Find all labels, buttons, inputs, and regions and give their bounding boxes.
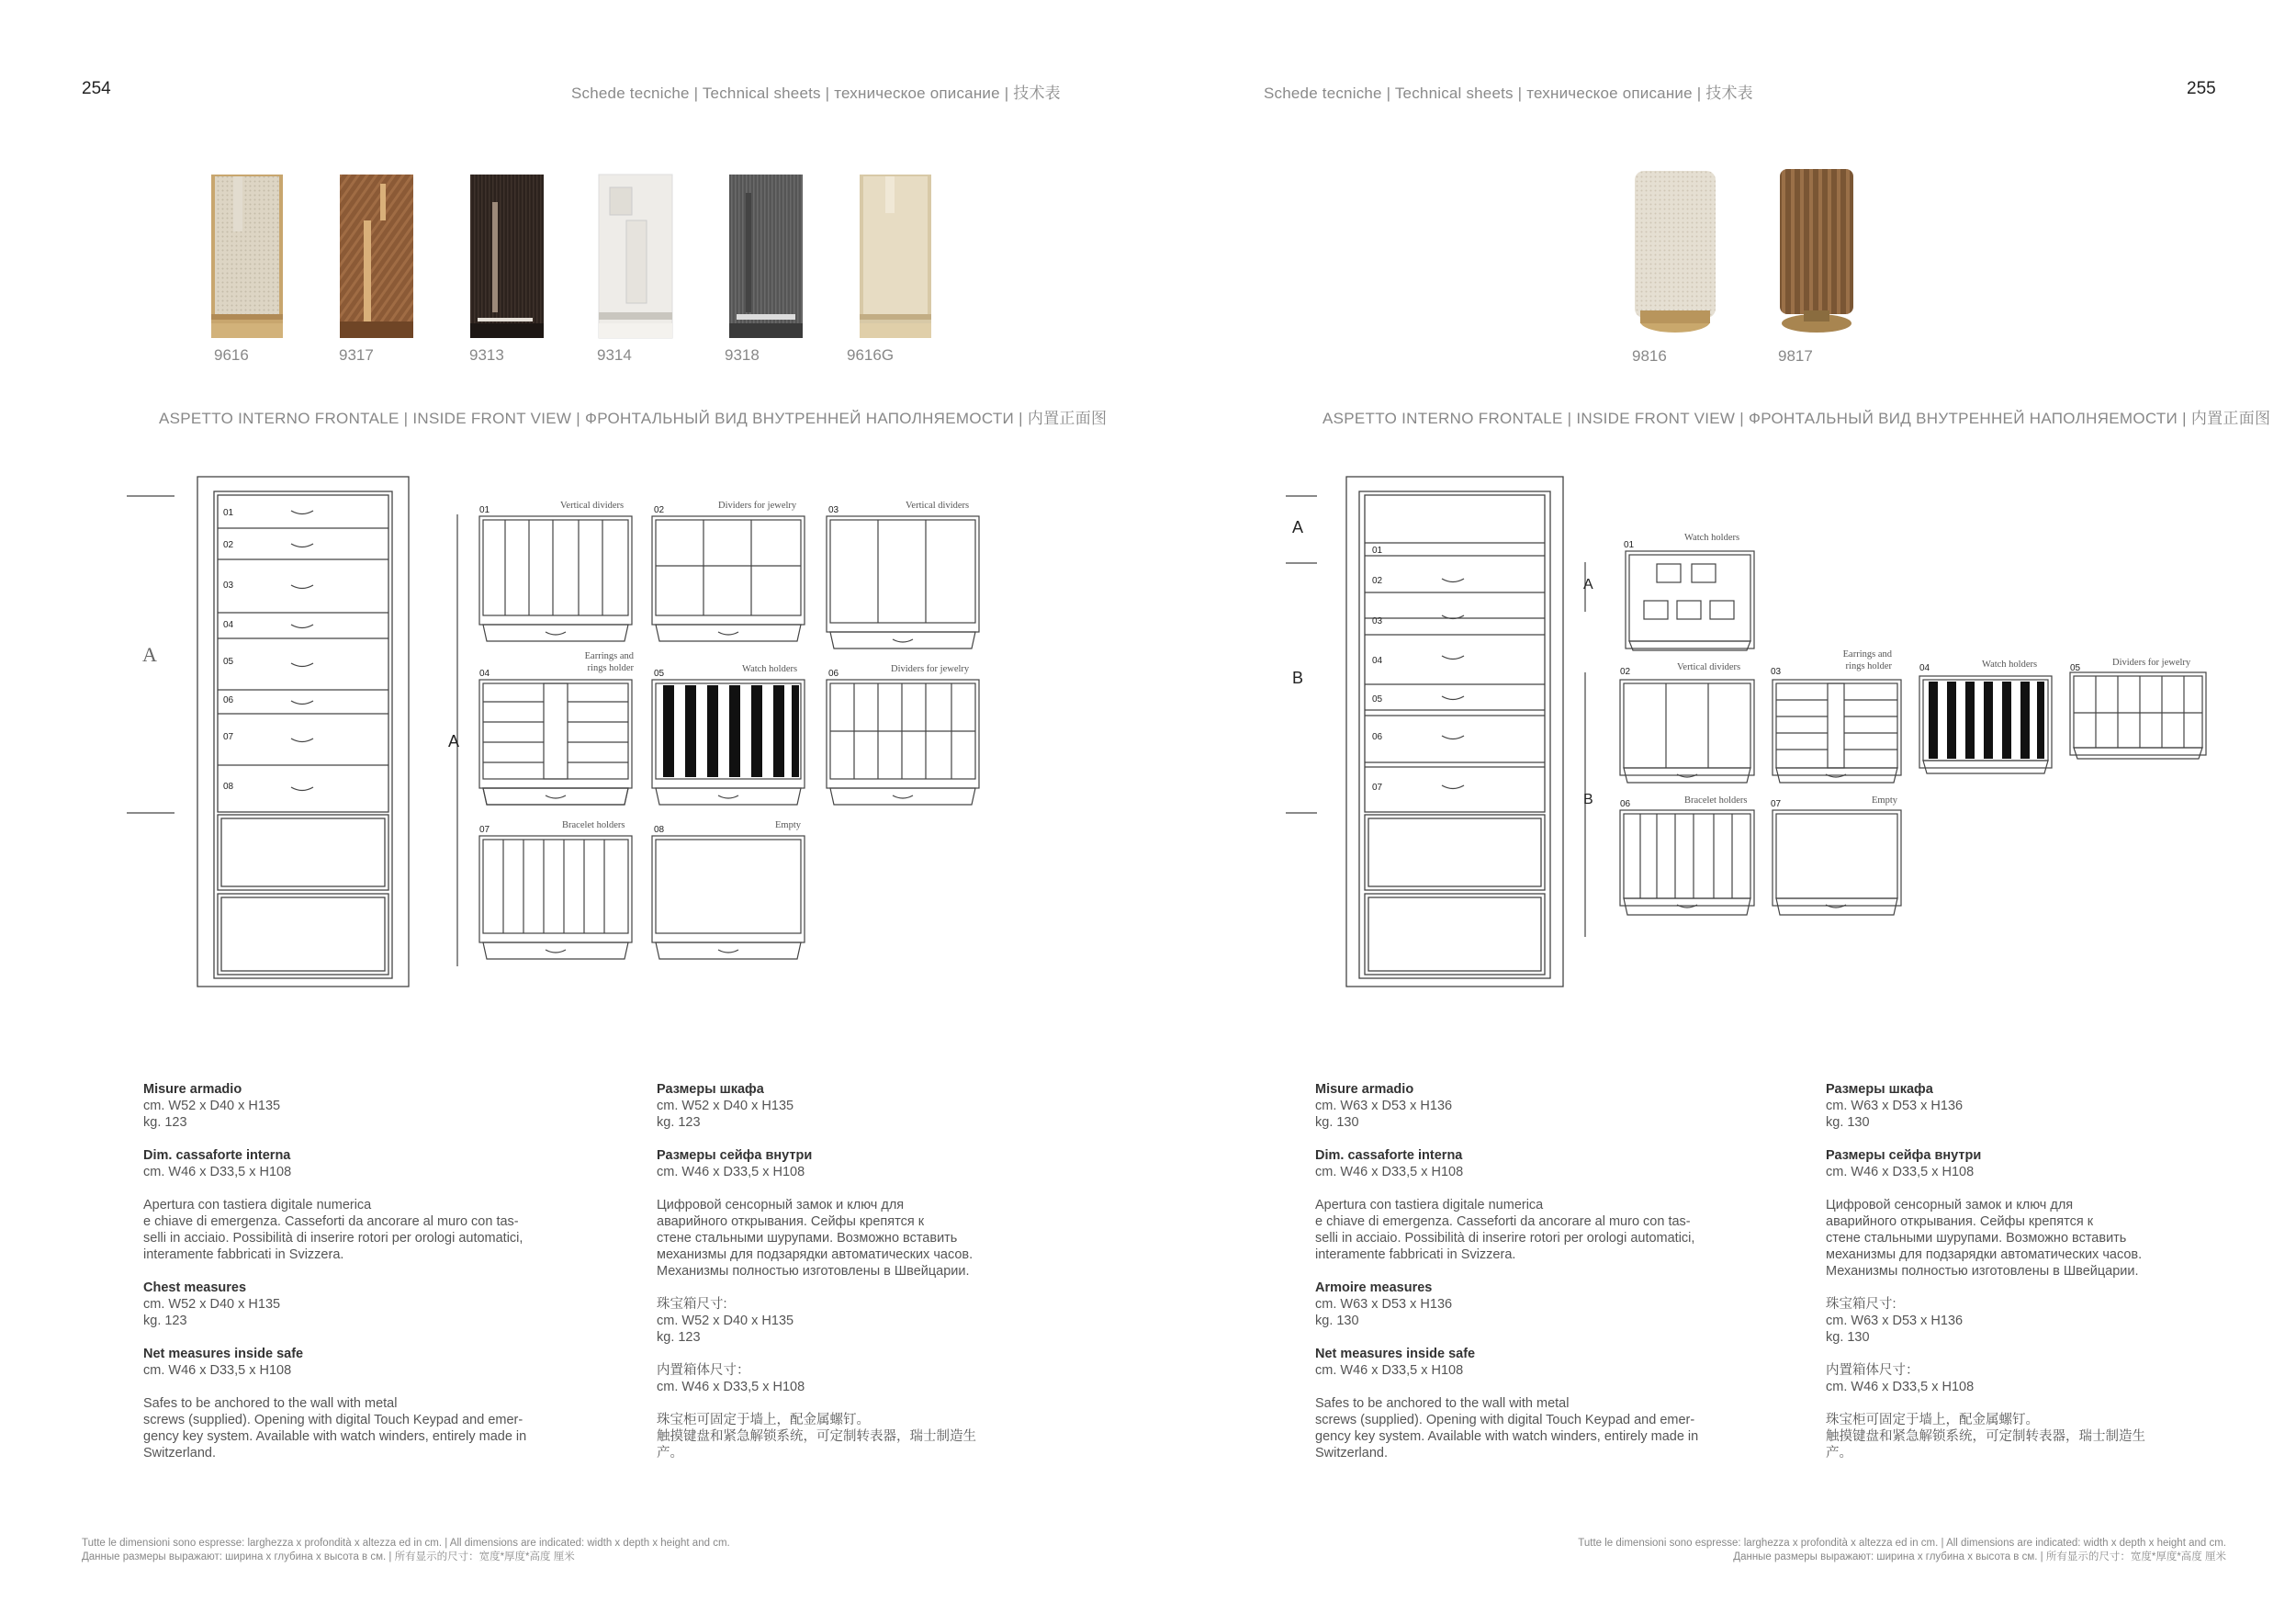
group-label-a: A	[1583, 577, 1593, 592]
product-code: 9816	[1632, 347, 1667, 365]
module-number: 03	[828, 505, 839, 515]
drawer-number: 04	[223, 620, 234, 630]
spec-body: Apertura con tastiera digitale numerica e chiave di emergenza. Casseforti da ancorare al muro con tas- selli in acciaio. Possibilità di inserire rotori per orologi automatici, interamente fabbricati in Svizzera.	[1315, 1198, 1695, 1262]
module-number: 08	[654, 825, 665, 835]
spec-body: 珠宝箱尺寸: cm. W52 x D40 x H135 kg. 123	[657, 1297, 794, 1345]
product-code: 9317	[339, 346, 374, 364]
product-code: 9313	[469, 346, 504, 364]
spec-body: 珠宝箱尺寸: cm. W63 x D53 x H136 kg. 130	[1826, 1297, 1964, 1345]
spec-body: cm. W52 x D40 x H135 kg. 123	[143, 1297, 281, 1328]
drawer-number: 03	[223, 581, 234, 591]
zone-label-a: A	[142, 643, 157, 666]
spec-body: Apertura con tastiera digitale numerica e chiave di emergenza. Casseforti da ancorare al muro con tas- selli in acciaio. Possibilità di inserire rotori per orologi automatici, interamente fabbricati in Svizzera.	[143, 1198, 523, 1262]
product-code: 9318	[725, 346, 760, 364]
cabinet-front-drawing-left	[124, 473, 436, 992]
drawer-modules-right	[1580, 533, 2223, 937]
module-number: 05	[654, 669, 665, 679]
module-label: Earrings and rings holder	[584, 651, 634, 673]
product-9313-image	[470, 175, 544, 338]
spec-title: Armoire measures	[1315, 1280, 1433, 1295]
specs-column-it-en-left	[143, 1081, 575, 1478]
drawer-number: 08	[223, 782, 234, 792]
footer-note-left: Tutte le dimensioni sono espresse: larghezza x profondità x altezza ed in cm. | All dimensions are indicated: width x depth x height and cm. Данные размеры выражают: ширина x глубина x высота в см. | 所有显示的尺寸：宽度*厚度*高度 厘米	[82, 1538, 730, 1562]
drawer-number: 06	[1372, 732, 1383, 742]
spec-title: Размеры сейфа внутри	[657, 1148, 813, 1163]
spec-title: Chest measures	[143, 1280, 247, 1295]
spec-body: cm. W63 x D53 x H136 kg. 130	[1826, 1099, 1964, 1130]
drawer-number: 05	[223, 657, 234, 667]
module-number: 07	[479, 825, 490, 835]
spec-body: cm. W63 x D53 x H136 kg. 130	[1315, 1297, 1453, 1328]
spec-body: cm. W46 x D33,5 x H108	[1826, 1165, 1975, 1179]
module-number: 02	[1620, 667, 1631, 677]
product-9318-image	[729, 175, 803, 338]
specs-column-it-en-right	[1315, 1081, 1747, 1478]
drawer-number: 05	[1372, 694, 1383, 705]
product-code: 9314	[597, 346, 632, 364]
module-label: Watch holders	[1684, 533, 1740, 543]
module-label: Watch holders	[1982, 660, 2038, 670]
zone-label-b: B	[1292, 669, 1304, 687]
module-number: 07	[1771, 799, 1782, 809]
drawer-number: 01	[223, 508, 234, 518]
module-label: Vertical dividers	[906, 501, 970, 511]
drawer-number: 02	[1372, 576, 1383, 586]
running-header-left: Schede tecniche | Technical sheets | техническое описание | 技术表	[571, 85, 1061, 102]
spec-title: Misure armadio	[143, 1082, 242, 1097]
module-label: Dividers for jewelry	[2112, 658, 2191, 668]
drawer-number: 02	[223, 540, 234, 550]
spec-body: Safes to be anchored to the wall with metal screws (supplied). Opening with digital Touch Keypad and emer- gency key system. Available with watch winders, entirely made in Switzerland.	[1315, 1396, 1699, 1460]
spec-body: cm. W46 x D33,5 x H108	[143, 1165, 292, 1179]
product-photos-right	[1626, 165, 1864, 340]
spec-body: 内置箱体尺寸： cm. W46 x D33,5 x H108	[657, 1363, 805, 1394]
product-9817-image	[1780, 169, 1853, 333]
section-title-left: ASPETTO INTERNO FRONTALE | INSIDE FRONT VIEW | ФРОНТАЛЬНЫЙ ВИД ВНУТРЕННЕЙ НАПОЛНЯЕМОСТИ | 内置正面图	[159, 410, 1108, 427]
spec-title: Размеры шкафа	[1826, 1082, 1933, 1097]
spec-body: cm. W63 x D53 x H136 kg. 130	[1315, 1099, 1453, 1130]
page-number-left: 254	[82, 79, 111, 98]
module-number: 03	[1771, 667, 1782, 677]
spec-body: cm. W46 x D33,5 x H108	[1315, 1165, 1464, 1179]
module-number: 06	[828, 669, 839, 679]
product-code: 9817	[1778, 347, 1813, 365]
module-number: 06	[1620, 799, 1631, 809]
drawer-number: 01	[1372, 546, 1383, 556]
spec-title: Dim. cassaforte interna	[1315, 1148, 1463, 1163]
spec-body: 内置箱体尺寸： cm. W46 x D33,5 x H108	[1826, 1363, 1975, 1394]
drawer-number: 06	[223, 695, 234, 705]
spec-body: cm. W52 x D40 x H135 kg. 123	[657, 1099, 794, 1130]
specs-column-ru-zh-left	[657, 1081, 1042, 1478]
spec-body: Safes to be anchored to the wall with metal screws (supplied). Opening with digital Touch Keypad and emer- gency key system. Available with watch winders, entirely made in Switzerland.	[143, 1396, 527, 1460]
running-header-right: Schede tecniche | Technical sheets | техническое описание | 技术表	[1264, 85, 1753, 102]
product-9816-image	[1635, 171, 1716, 333]
product-9616G-image	[860, 175, 931, 338]
module-label: Dividers for jewelry	[891, 664, 970, 674]
module-label: Watch holders	[742, 664, 798, 674]
spec-body: Цифровой сенсорный замок и ключ для аварийного открывания. Сейфы крепятся к стене стальными шурупами. Возможно вставить механизмы для подзарядки автоматических часов. Механизмы полностью изготовлены в Швейцарии.	[657, 1198, 974, 1279]
spec-body: cm. W46 x D33,5 x H108	[143, 1363, 292, 1378]
page-number-right: 255	[2187, 79, 2216, 98]
drawer-number: 03	[1372, 616, 1383, 626]
footer-note-right: Tutte le dimensioni sono espresse: larghezza x profondità x altezza ed in cm. | All dimensions are indicated: width x depth x height and cm. Данные размеры выражают: ширина x глубина x высота в см. | 所有显示的尺寸：宽度*厚度*高度 厘米	[1578, 1538, 2226, 1562]
product-code: 9616	[214, 346, 249, 364]
spec-body: Цифровой сенсорный замок и ключ для аварийного открывания. Сейфы крепятся к стене стальными шурупами. Возможно вставить механизмы для подзарядки автоматических часов. Механизмы полностью изготовлены в Швейцарии.	[1826, 1198, 2143, 1279]
spec-title: Размеры сейфа внутри	[1826, 1148, 1982, 1163]
module-label: Bracelet holders	[562, 820, 625, 830]
group-label-a: A	[448, 732, 460, 750]
product-9314-image	[599, 175, 672, 338]
product-9317-image	[340, 175, 413, 338]
spec-body: 珠宝柜可固定于墙上，配金属螺钉。 触摸键盘和紧急解锁系统，可定制转表器，瑞士制造生 产。	[1826, 1413, 2145, 1460]
module-label: Empty	[775, 820, 801, 830]
section-title-right: ASPETTO INTERNO FRONTALE | INSIDE FRONT VIEW | ФРОНТАЛЬНЫЙ ВИД ВНУТРЕННЕЙ НАПОЛНЯЕМОСТИ | 内置正面图	[1322, 410, 2271, 427]
specs-column-ru-zh-right	[1826, 1081, 2212, 1478]
product-photos-left	[202, 165, 937, 340]
cabinet-front-drawing-right	[1284, 473, 1578, 992]
spec-body: cm. W46 x D33,5 x H108	[1315, 1363, 1464, 1378]
drawer-number: 07	[223, 732, 234, 742]
drawer-modules-left	[450, 496, 992, 983]
spec-title: Net measures inside safe	[143, 1347, 304, 1361]
module-label: Empty	[1872, 795, 1897, 806]
spec-title: Misure armadio	[1315, 1082, 1414, 1097]
module-label: Earrings and rings holder	[1842, 649, 1892, 671]
module-number: 01	[1624, 540, 1635, 550]
spec-title: Dim. cassaforte interna	[143, 1148, 291, 1163]
spec-body: 珠宝柜可固定于墙上，配金属螺钉。 触摸键盘和紧急解锁系统，可定制转表器，瑞士制造生 产。	[657, 1413, 976, 1460]
module-number: 04	[479, 669, 490, 679]
drawer-number: 04	[1372, 656, 1383, 666]
module-label: Vertical dividers	[560, 501, 625, 511]
drawer-number: 07	[1372, 783, 1383, 793]
module-label: Bracelet holders	[1684, 795, 1748, 806]
spec-title: Net measures inside safe	[1315, 1347, 1476, 1361]
module-label: Vertical dividers	[1677, 662, 1741, 672]
product-code: 9616G	[847, 346, 895, 364]
module-number: 02	[654, 505, 665, 515]
zone-label-a: A	[1292, 518, 1304, 536]
module-label: Dividers for jewelry	[718, 501, 797, 511]
group-label-b: B	[1583, 792, 1593, 807]
spec-body: cm. W46 x D33,5 x H108	[657, 1165, 805, 1179]
module-number: 05	[2070, 663, 2081, 673]
spec-body: cm. W52 x D40 x H135 kg. 123	[143, 1099, 281, 1130]
product-9616-image	[211, 175, 283, 338]
spec-title: Размеры шкафа	[657, 1082, 764, 1097]
module-number: 01	[479, 505, 490, 515]
module-number: 04	[1919, 663, 1930, 673]
